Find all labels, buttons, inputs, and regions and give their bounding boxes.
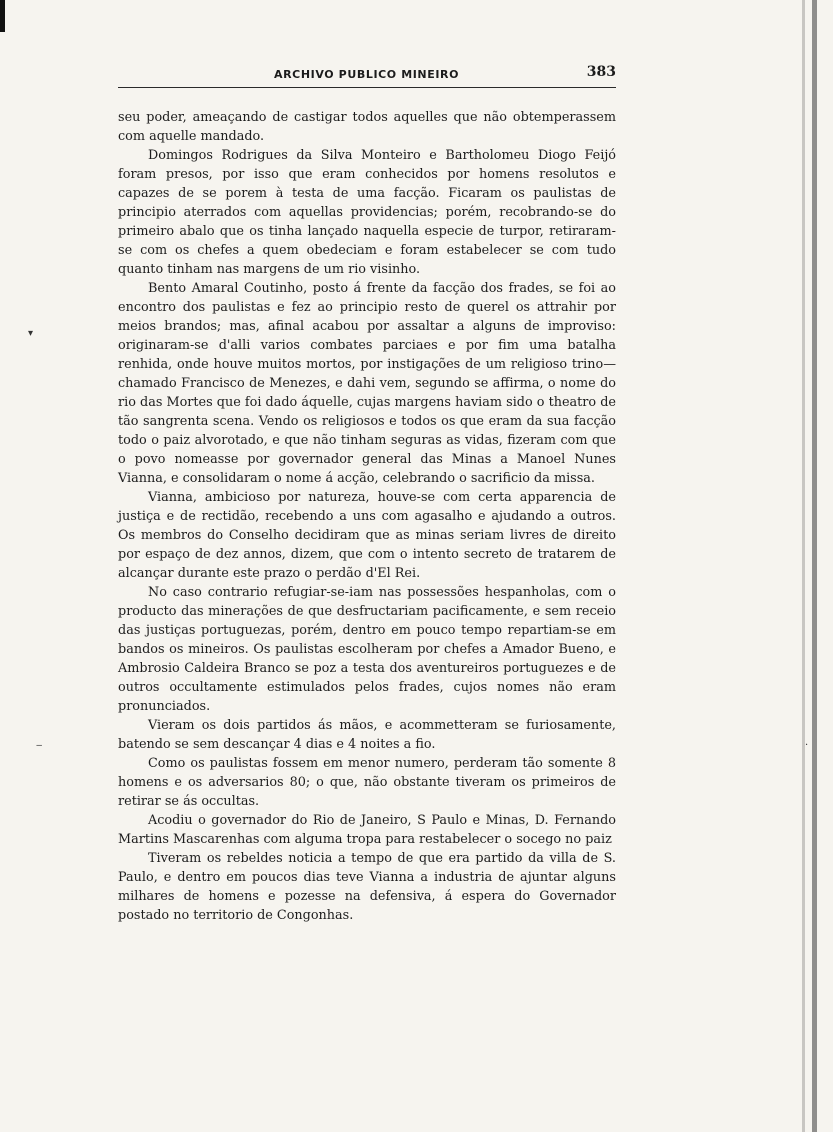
margin-mark: ▾ [28, 328, 34, 339]
page-edge-mark [0, 0, 5, 32]
page-header [118, 64, 616, 84]
running-title: ARCHIVO PUBLICO MINEIRO [274, 68, 460, 81]
paragraph: Bento Amaral Coutinho, posto á frente da facção dos frades, se foi ao encontro dos paulistas e fez ao principio resto de querel os attrahir por meios brandos; mas, afinal acabou por assaltar a alguns de improviso: originaram-se d'alli varios combates parciaes e por fim uma batalha renhida, onde houve muitos mortos, por instigações de um religioso trino—chamado Francisco de Menezes, e dahi vem, segundo se affirma, o nome do rio das Mortes que foi dado áquelle, cujas margens haviam sido o theatro de tão sangrenta scena. Vendo os religiosos e todos os que eram da sua facção todo o paiz alvorotado, e que não tinham seguras as vidas, fizeram com que o povo nomeasse por governador general das Minas a Manoel Nunes Vianna, e consolidaram o nome á acção, celebrando o sacrificio da missa. [118, 281, 616, 486]
paragraph: Tiveram os rebeldes noticia a tempo de que era partido da villa de S. Paulo, e dentro em poucos dias teve Vianna a industria de ajuntar alguns milhares de homens e pozesse na defensiva, á espera do Governador postado no territorio de Congonhas. [118, 851, 616, 923]
paragraph: seu poder, ameaçando de castigar todos aquelles que não obtemperassem com aquelle mandado. [118, 110, 616, 144]
paragraph: Como os paulistas fossem em menor numero, perderam tão somente 8 homens e os adversarios 80; o que, não obstante tiveram os primeiros de retirar se ás occultas. [118, 756, 616, 809]
margin-mark: · [805, 740, 809, 751]
paragraph: Domingos Rodrigues da Silva Monteiro e Bartholomeu Diogo Feijó foram presos, por isso que eram conhecidos por homens resolutos e capazes de se porem à testa de uma facção. Ficaram os paulistas de principio aterrados com aquellas providencias; porém, recobrando-se do primeiro abalo que os tinha lançado naquella especie de turpor, retiraram-se com os chefes a quem obedeciam e foram estabelecer se com tudo quanto tinham nas margens de um rio visinho. [118, 148, 616, 277]
header-rule [118, 87, 616, 88]
body-text [118, 108, 616, 925]
page-number: 383 [586, 64, 616, 80]
paragraph: Acodiu o governador do Rio de Janeiro, S Paulo e Minas, D. Fernando Martins Mascarenhas com alguma tropa para restabelecer o socego no paiz [118, 813, 616, 847]
paragraph: Vieram os dois partidos ás mãos, e acommetteram se furiosamente, batendo se sem descançar 4 dias e 4 noites a fio. [118, 718, 616, 752]
paragraph: Vianna, ambicioso por natureza, houve-se com certa apparencia de justiça e de rectidão, recebendo a uns com agasalho e ajudando a outros. Os membros do Conselho decidiram que as minas seriam livres de direito por espaço de dez annos, dizem, que com o intento secreto de tratarem de alcançar durante este prazo o perdão d'El Rei. [118, 490, 616, 581]
paragraph: No caso contrario refugiar-se-iam nas possessões hespanholas, com o producto das minerações de que desfructariam pacificamente, e sem receio das justiças portuguezas, porém, dentro em pouco tempo repartiam-se em bandos os mineiros. Os paulistas escolheram por chefes a Amador Bueno, e Ambrosio Caldeira Branco se poz a testa dos aventureiros portuguezes e de outros occultamente estimulados pelos frades, cujos nomes não eram pronunciados. [118, 585, 616, 714]
page-binding-shadow [802, 0, 805, 1132]
page-binding-edge [812, 0, 817, 1132]
margin-mark: ‒ [36, 740, 43, 751]
